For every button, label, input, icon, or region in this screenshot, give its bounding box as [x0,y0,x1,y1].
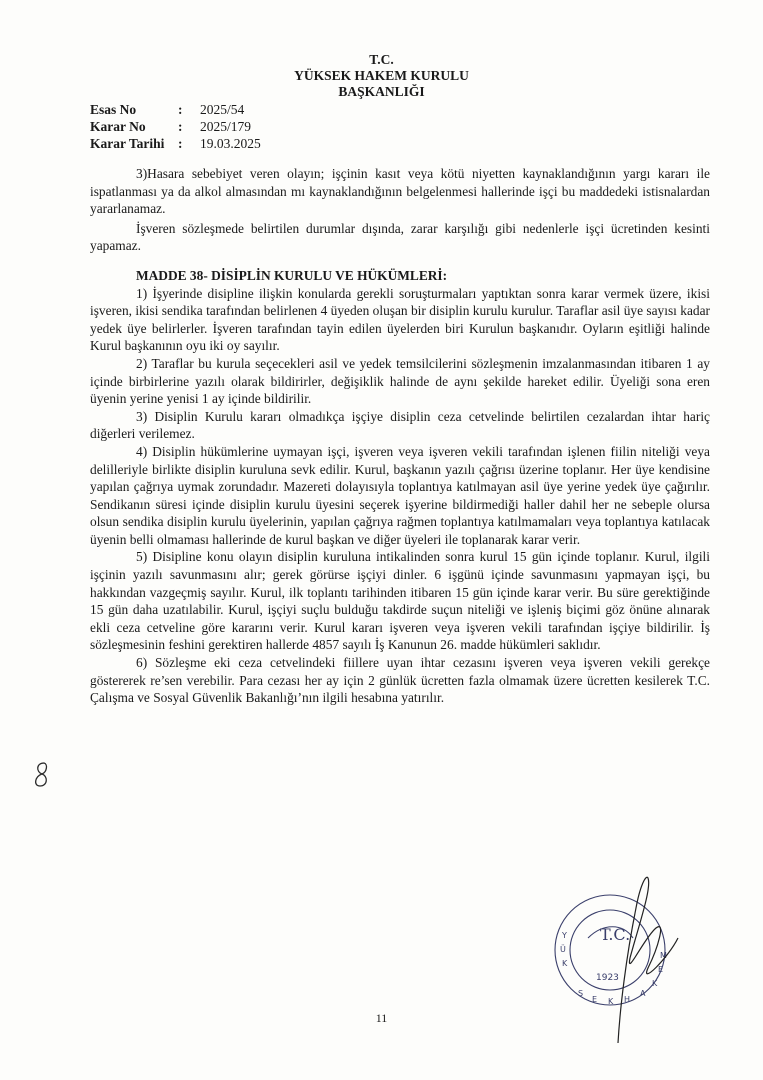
meta-colon: : [178,119,183,134]
article-clause-3: 3) Disiplin Kurulu kararı olmadıkça işçiye disiplin ceza cetvelinde belirtilen cezalardan ihtar hariç diğerleri verilemez. [90,408,710,442]
paragraph-damage-exception: 3)Hasara sebebiyet veren olayın; işçinin kasıt veya kötü niyetten kaynaklandığının yargı kararı ile ispatlanması ya da alkol almasından mı kaynaklandığının belgelenmesi hallerinde işçi bu maddedeki istisnalardan yararlanamaz. [90,166,710,217]
article-clause-1: 1) İşyerinde disipline ilişkin konularda gerekli soruşturmaları yaptıktan sonra karar vermek üzere, ikisi işveren, ikisi sendika tarafından belirlenen 4 üyeden oluşan bir disiplin kurulu kurulur. Taraflar asil üye sayısı kadar yedek üye belirlerler. İşveren tarafından tayin edilen üyelerden biri Kurulun başkanıdır. Oyların eşitliği halinde Kurul başkanının oyu iki oy sayılır. [90,285,710,354]
document-header [0,52,763,100]
article-clause-5: 5) Disipline konu olayın disiplin kuruluna intikalinden sonra kurul 15 gün içinde toplanır. Kurul, ilgili işçinin yazılı savunmasını alır; gerek görürse işçiyi dinler. 6 işgünü içinde savunmasını yapmayan işçi, bu hakkından vazgeçmiş sayılır. Kurul, ilk toplantı tarihinden itibaren 15 gün içinde karar verir. Bu süre gerektiğinde 15 gün daha uzatılabilir. Kurul, işçiyi suçlu bulduğu takdirde suçun niteliği ve işleniş biçimi göz önüne alınarak ekli ceza cetveline göre kararını verir. Kurul kararı işveren veya işveren vekili tarafından işçiye bildirilir. İş sözleşmesinin feshini gerektiren hallerde 4857 sayılı İş Kanunun 26. madde hükümleri saklıdır. [90,549,710,653]
header-line-institution: YÜKSEK HAKEM KURULU [294,68,469,83]
meta-row-karar-tarihi [90,135,261,152]
meta-row-esas [90,101,261,118]
meta-value: 19.03.2025 [200,136,261,151]
meta-label: Esas No [90,102,137,117]
article-clause-4: 4) Disiplin hükümlerine uymayan işçi, işveren veya işveren vekili tarafından işlenen fiilin niteliği veya delilleriyle birlikte disiplin kuruluna sevk edilir. Kurul, başkanın yazılı çağrısı üzerine toplanır. Her üye kendisine yapılan çağrıya uymak zorundadır. Mazereti dolayısıyla toplantıya katılmayan asil üye yerine yedek üye çağırılır. Sendikanın süresi içinde disiplin kurulu üyesini seçerek işyerine bildirmediği haller dahil her ne sebeple olursa olsun sendika disiplin kurulu üyelerinin, yapılan çağrıya rağmen toplantıya katılmamaları veya toplantıya katılacak üyenin belli olmaması hallerinde de kurul başkan ve diğer üyeleri ile toplanarak karar verir. [90,443,710,547]
header-line-tc: T.C. [369,52,394,67]
article-clause-2: 2) Taraflar bu kurula seçecekleri asil ve yedek temsilcilerini sözleşmenin imzalanmasından itibaren 1 ay içinde birbirlerine yazılı olarak bildirirler, değişiklik halinde de aynı şekilde hareket edilir. Üyeliği sona eren üyenin yerine yenisi 1 ay içinde bildirilir. [90,355,710,407]
paragraph-wage-deduction: İşveren sözleşmede belirtilen durumlar dışında, zarar karşılığı gibi nedenlerle işçi ücretinden kesinti yapamaz. [90,220,710,254]
meta-label: Karar Tarihi [90,136,165,151]
case-metadata [90,101,261,152]
official-seal-with-signature [548,868,693,1058]
svg-text:YÜK SEK HAK: Y Ü K SE K HAK EM [560,931,667,1006]
svg-text:1923: 1923 [596,973,619,983]
meta-colon: : [178,102,183,117]
meta-value: 2025/54 [200,102,245,117]
meta-colon: : [178,136,183,151]
meta-value: 2025/179 [200,119,252,134]
meta-label: Karar No [90,119,146,134]
handwritten-initial-mark [30,760,54,790]
article-heading: MADDE 38- DİSİPLİN KURULU VE HÜKÜMLERİ: [136,267,448,283]
article-clause-6: 6) Sözleşme eki ceza cetvelindeki fiillere uyan ihtar cezasını işveren veya işveren vekili gerekçe göstererek re’sen verebilir. Para cezası her ay için 2 günlük ücretten fazla olmamak üzere ücretten kesilerek T.C. Çalışma ve Sosyal Güvenlik Bakanlığı’nın ilgili hesabına yatırılır. [90,655,710,706]
meta-row-karar [90,118,261,135]
document-body [90,165,710,707]
page-number: 11 [375,1011,388,1025]
header-line-presidency: BAŞKANLIĞI [338,84,425,99]
svg-text:T.C.: T.C. [600,925,631,944]
